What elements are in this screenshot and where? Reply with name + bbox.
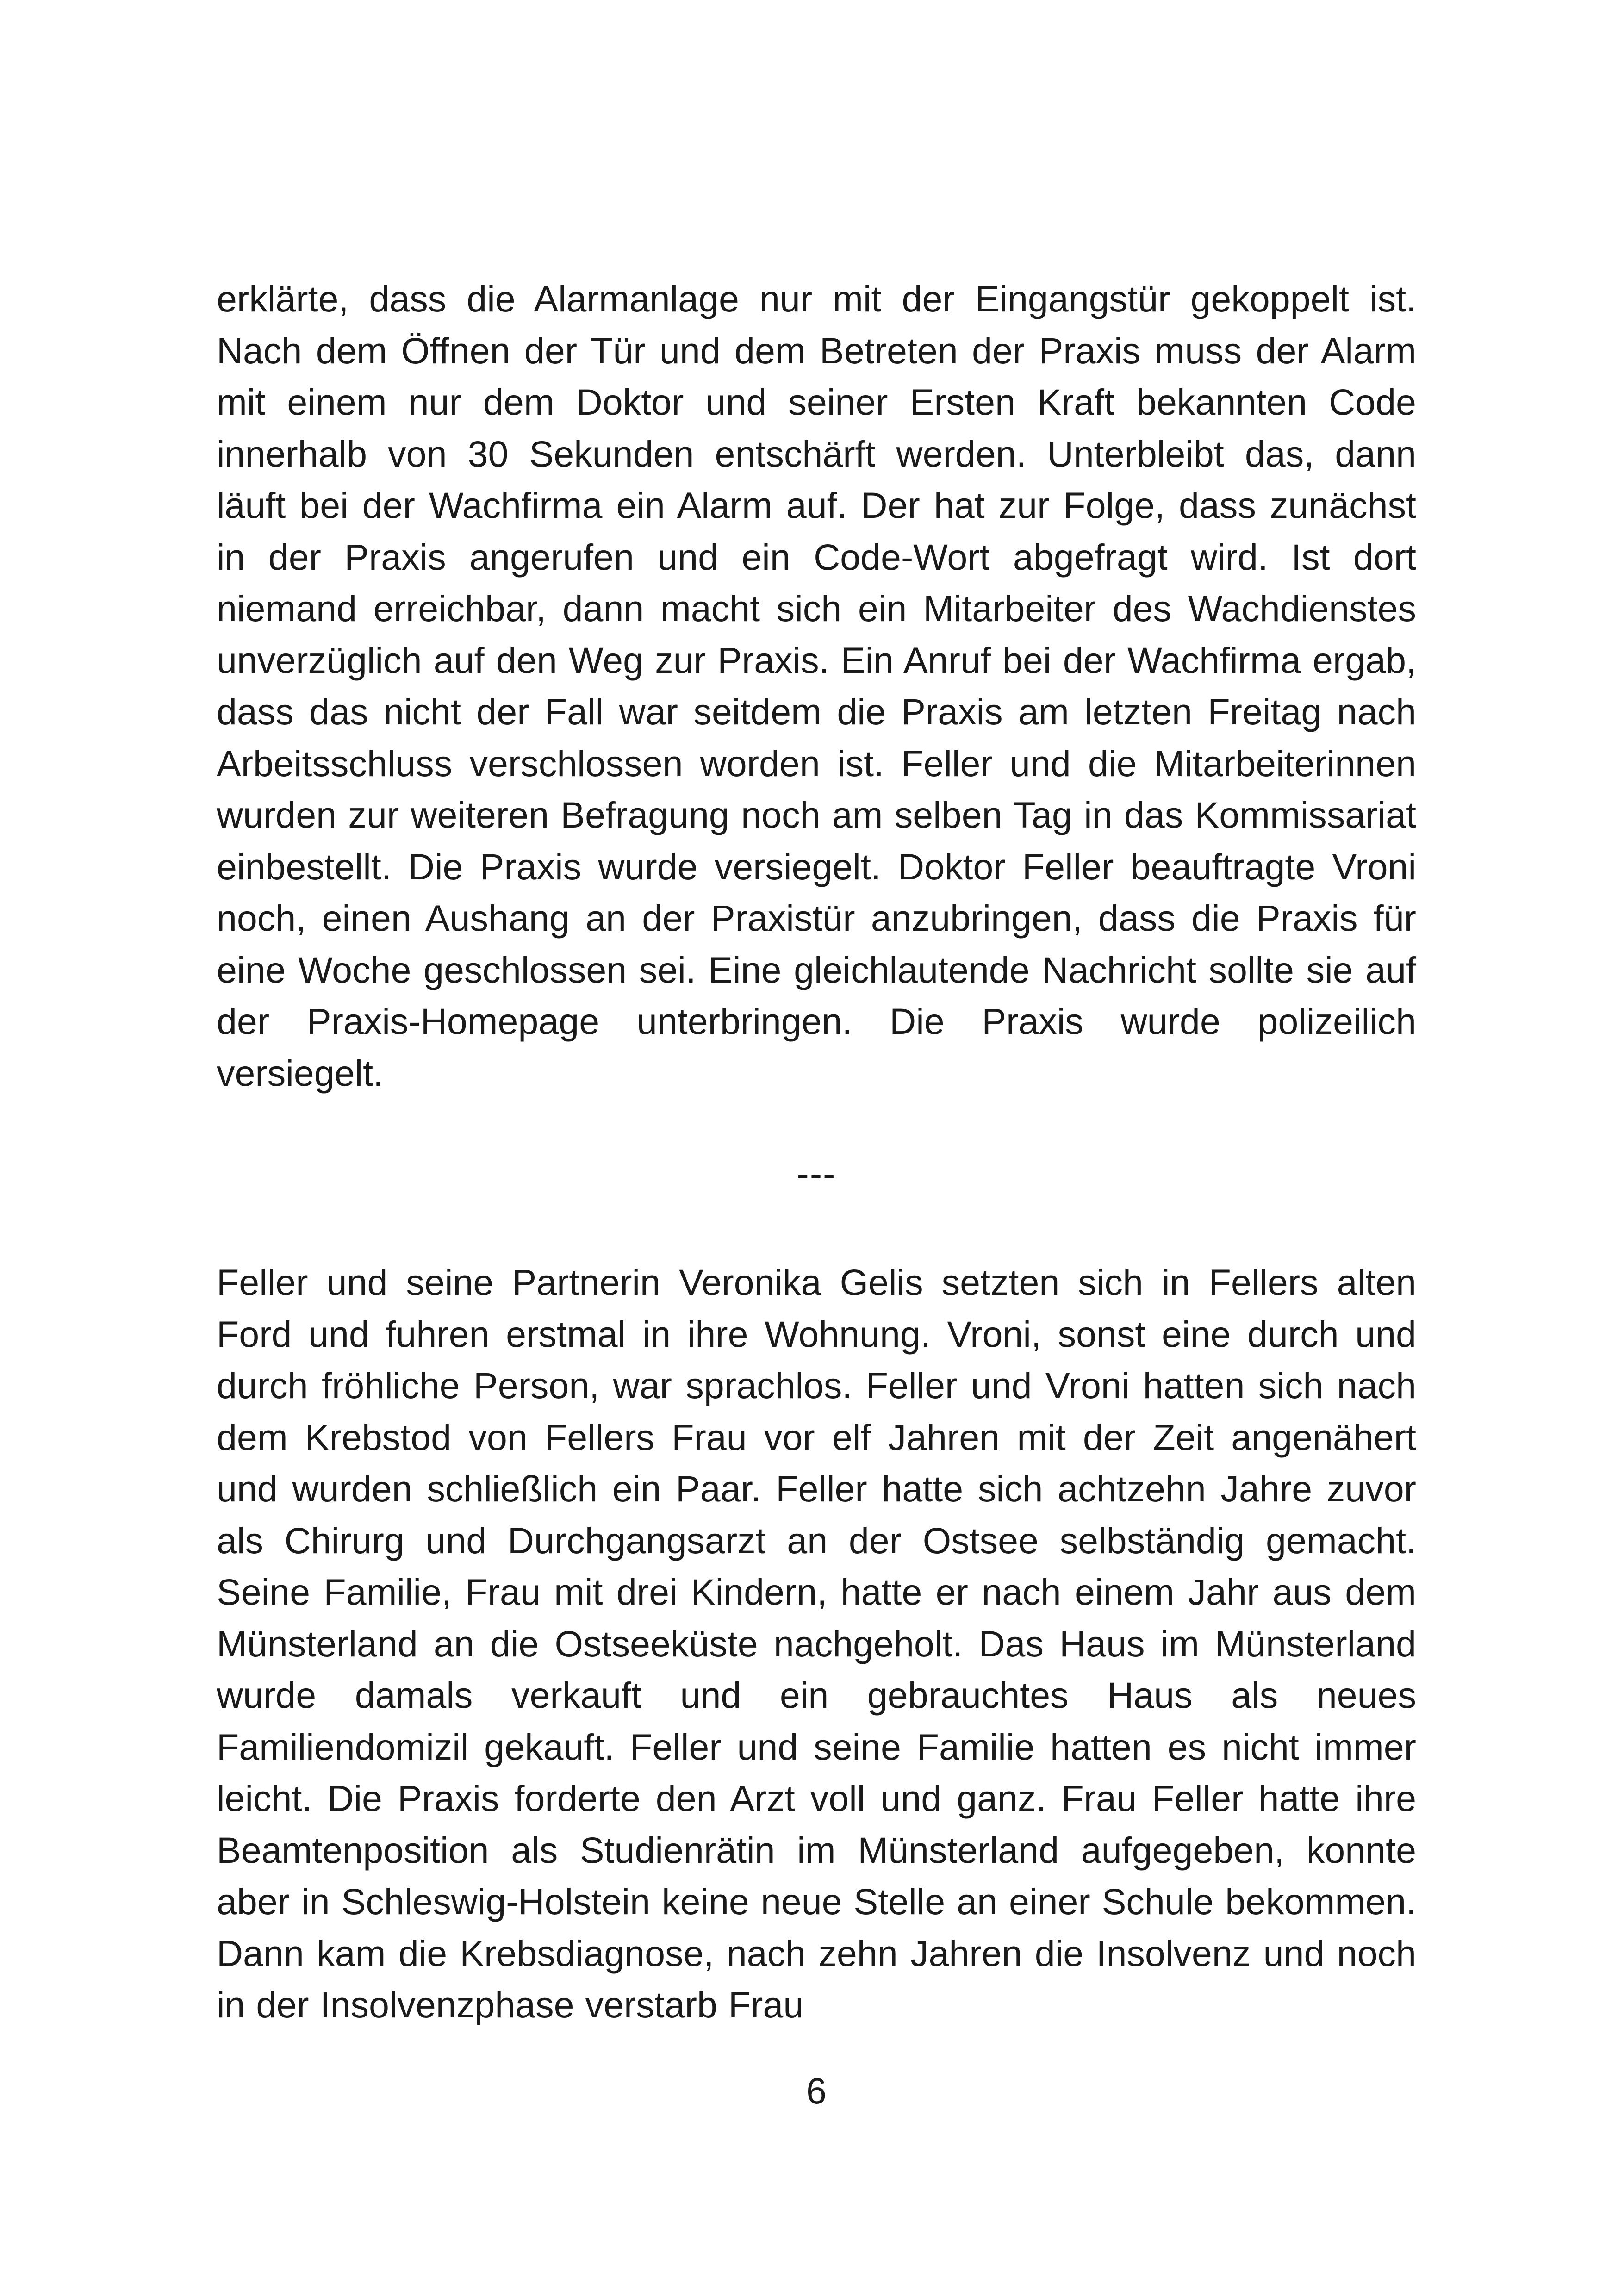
page-number: 6: [806, 2070, 827, 2111]
paragraph-2: Feller und seine Partnerin Veronika Gelis setzten sich in Fellers alten Ford und fuhren erstmal in ihre Wohnung. Vroni, sonst eine durch und durch fröhliche Person, war sprachlos. Feller und Vroni hatten sich nach dem Krebstod von Fellers Frau vor elf Jahren mit der Zeit angenähert und wurden schließlich ein Paar. Feller hatte sich achtzehn Jahre zuvor als Chirurg und Durchgangsarzt an der Ostsee selbständig gemacht. Seine Familie, Frau mit drei Kindern, hatte er nach einem Jahr aus dem Münsterland an die Ostseeküste nachgeholt. Das Haus im Münsterland wurde damals verkauft und ein gebrauchtes Haus als neues Familiendomizil gekauft. Feller und seine Familie hatten es nicht immer leicht. Die Praxis forderte den Arzt voll und ganz. Frau Feller hatte ihre Beamtenposition als Studienrätin im Münsterland aufgegeben, konnte aber in Schleswig-Holstein keine neue Stelle an einer Schule bekommen. Dann kam die Krebsdiagnose, nach zehn Jahren die Insolvenz und noch in der Insolvenzphase verstarb Frau: [217, 1262, 1416, 2025]
section-separator: ---: [797, 1153, 836, 1194]
paragraph-1: erklärte, dass die Alarmanlage nur mit der Eingangstür gekoppelt ist. Nach dem Öffnen der Tür und dem Betreten der Praxis muss der Alarm mit einem nur dem Doktor und seiner Ersten Kraft bekannten Code innerhalb von 30 Sekunden entschärft werden. Unterbleibt das, dann läuft bei der Wachfirma ein Alarm auf. Der hat zur Folge, dass zunächst in der Praxis angerufen und ein Code-Wort abgefragt wird. Ist dort niemand erreichbar, dann macht sich ein Mitarbeiter des Wachdienstes unverzüglich auf den Weg zur Praxis. Ein Anruf bei der Wachfirma ergab, dass das nicht der Fall war seitdem die Praxis am letzten Freitag nach Arbeitsschluss verschlossen worden ist. Feller und die Mitarbeiterinnen wurden zur weiteren Befragung noch am selben Tag in das Kommissariat einbestellt. Die Praxis wurde versiegelt. Doktor Feller beauftragte Vroni noch, einen Aushang an der Praxistür anzubringen, dass die Praxis für eine Woche geschlossen sei. Eine gleichlautende Nachricht sollte sie auf der Praxis-Homepage unterbringen. Die Praxis wurde polizeilich versiegelt.: [217, 278, 1416, 1094]
page-body: [217, 273, 1416, 1099]
page-body-2: [217, 1257, 1416, 2031]
